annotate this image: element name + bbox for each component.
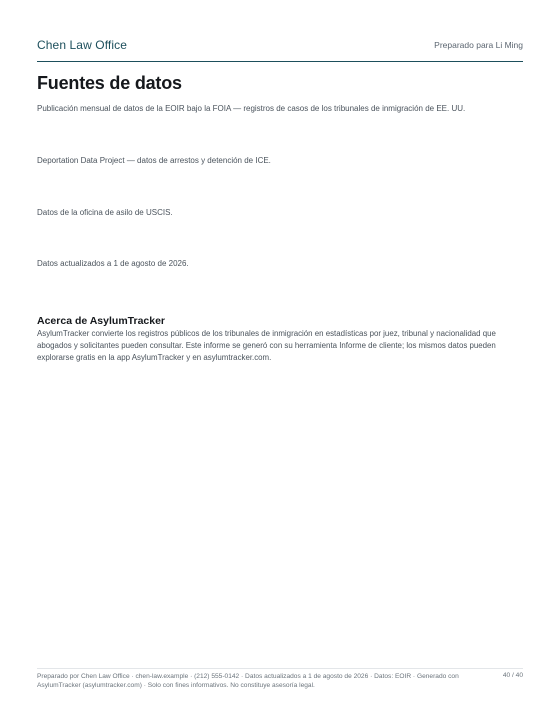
source-item-data-date: Datos actualizados a 1 de agosto de 2026. bbox=[37, 259, 189, 268]
page-footer bbox=[37, 668, 523, 690]
source-item-eoir: Publicación mensual de datos de la EOIR bajo la FOIA — registros de casos de los tribunales de inmigración de EE. UU. bbox=[37, 104, 466, 113]
prepared-for-label: Preparado para Li Ming bbox=[434, 40, 523, 50]
page-number: 40 / 40 bbox=[502, 672, 523, 679]
about-heading: Acerca de AsylumTracker bbox=[37, 315, 166, 327]
page-header bbox=[37, 36, 523, 62]
footer-disclaimer: Preparado por Chen Law Office · chen-law.example · (212) 555-0142 · Datos actualizados a 1 de agosto de 2026 · Datos: EOIR · Generado con AsylumTracker (asylumtracker.com) · Solo con fines informativos. No constituye asesoría legal. bbox=[37, 673, 459, 689]
about-paragraph: AsylumTracker convierte los registros públicos de los tribunales de inmigración en estadísticas por juez, tribunal y nacionalidad que abogados y solicitantes pueden consultar. Este informe se generó con su herramienta Informe de cliente; los mismos datos pueden explorarse gratis en la app AsylumTracker y en asylumtracker.com. bbox=[37, 329, 496, 363]
source-item-deportation-data-project: Deportation Data Project — datos de arrestos y detención de ICE. bbox=[37, 156, 271, 165]
source-item-uscis: Datos de la oficina de asilo de USCIS. bbox=[37, 208, 173, 217]
firm-name: Chen Law Office bbox=[37, 38, 127, 52]
page-title: Fuentes de datos bbox=[37, 73, 182, 93]
